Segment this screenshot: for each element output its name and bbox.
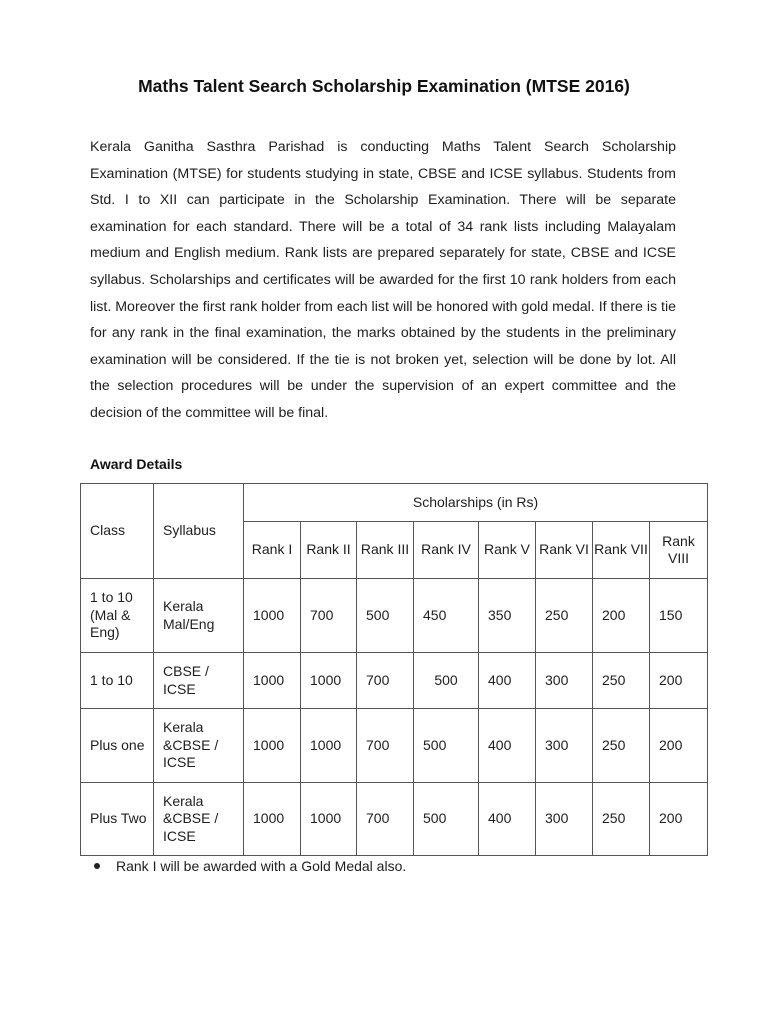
amount-cell: 1000 (301, 709, 357, 783)
amount-cell: 1000 (244, 653, 301, 709)
amount-cell: 400 (479, 783, 536, 856)
note-text: Rank I will be awarded with a Gold Medal also. (116, 858, 407, 874)
amount-cell: 1000 (244, 579, 301, 653)
amount-cell: 250 (593, 709, 650, 783)
class-header: Class (81, 484, 154, 579)
amount-cell: 700 (301, 579, 357, 653)
amount-cell: 700 (357, 709, 414, 783)
award-details-heading: Award Details (90, 456, 183, 472)
notes-list (92, 858, 406, 874)
amount-cell: 450 (414, 579, 479, 653)
amount-cell: 500 (414, 653, 479, 709)
rank-header: Rank VII (593, 522, 650, 579)
amount-cell: 200 (593, 579, 650, 653)
rank-header: Rank II (301, 522, 357, 579)
amount-cell: 1000 (244, 783, 301, 856)
amount-cell: 300 (536, 653, 593, 709)
amount-cell: 300 (536, 709, 593, 783)
amount-cell: 150 (650, 579, 708, 653)
intro-paragraph: Kerala Ganitha Sasthra Parishad is conducting Maths Talent Search Scholarship Examination (MTSE) for students studying in state, CBSE and ICSE syllabus. Students from Std. I to XII can participate in the Scholarship Examination. There will be separate examination for each standard. There will be a total of 34 rank lists including Malayalam medium and English medium. Rank lists are prepared separately for state, CBSE and ICSE syllabus. Scholarships and certificates will be awarded for the first 10 rank holders from each list. Moreover the first rank holder from each list will be honored with gold medal. If there is tie for any rank in the final examination, the marks obtained by the students in the preliminary examination will be considered. If the tie is not broken yet, selection will be done by lot. All the selection procedures will be under the supervision of an expert committee and the decision of the committee will be final. (90, 139, 676, 421)
list-item (92, 858, 406, 874)
award-table (80, 483, 708, 856)
syllabus-cell: CBSE / ICSE (154, 653, 244, 709)
amount-cell: 700 (357, 653, 414, 709)
table-row (81, 579, 708, 653)
class-cell: 1 to 10 (81, 653, 154, 709)
rank-header: Rank I (244, 522, 301, 579)
class-cell: Plus Two (81, 783, 154, 856)
page-title: Maths Talent Search Scholarship Examination (MTSE 2016) (138, 76, 630, 96)
rank-header: Rank III (357, 522, 414, 579)
table-row (81, 783, 708, 856)
class-cell: Plus one (81, 709, 154, 783)
amount-cell: 400 (479, 709, 536, 783)
rank-header: Rank VIII (650, 522, 708, 579)
syllabus-cell: Kerala &CBSE / ICSE (154, 709, 244, 783)
amount-cell: 250 (593, 783, 650, 856)
syllabus-header: Syllabus (154, 484, 244, 579)
amount-cell: 250 (536, 579, 593, 653)
rank-header: Rank IV (414, 522, 479, 579)
table-row (81, 709, 708, 783)
rank-header: Rank V (479, 522, 536, 579)
amount-cell: 500 (357, 579, 414, 653)
amount-cell: 1000 (244, 709, 301, 783)
amount-cell: 1000 (301, 653, 357, 709)
rank-header: Rank VI (536, 522, 593, 579)
amount-cell: 700 (357, 783, 414, 856)
syllabus-cell: Kerala Mal/Eng (154, 579, 244, 653)
amount-cell: 200 (650, 709, 708, 783)
amount-cell: 400 (479, 653, 536, 709)
bullet-icon (94, 863, 100, 869)
syllabus-cell: Kerala &CBSE / ICSE (154, 783, 244, 856)
amount-cell: 250 (593, 653, 650, 709)
amount-cell: 200 (650, 783, 708, 856)
class-cell: 1 to 10 (Mal & Eng) (81, 579, 154, 653)
amount-cell: 300 (536, 783, 593, 856)
amount-cell: 500 (414, 709, 479, 783)
amount-cell: 500 (414, 783, 479, 856)
amount-cell: 200 (650, 653, 708, 709)
amount-cell: 1000 (301, 783, 357, 856)
scholarships-header: Scholarships (in Rs) (244, 484, 708, 522)
amount-cell: 350 (479, 579, 536, 653)
table-row (81, 653, 708, 709)
